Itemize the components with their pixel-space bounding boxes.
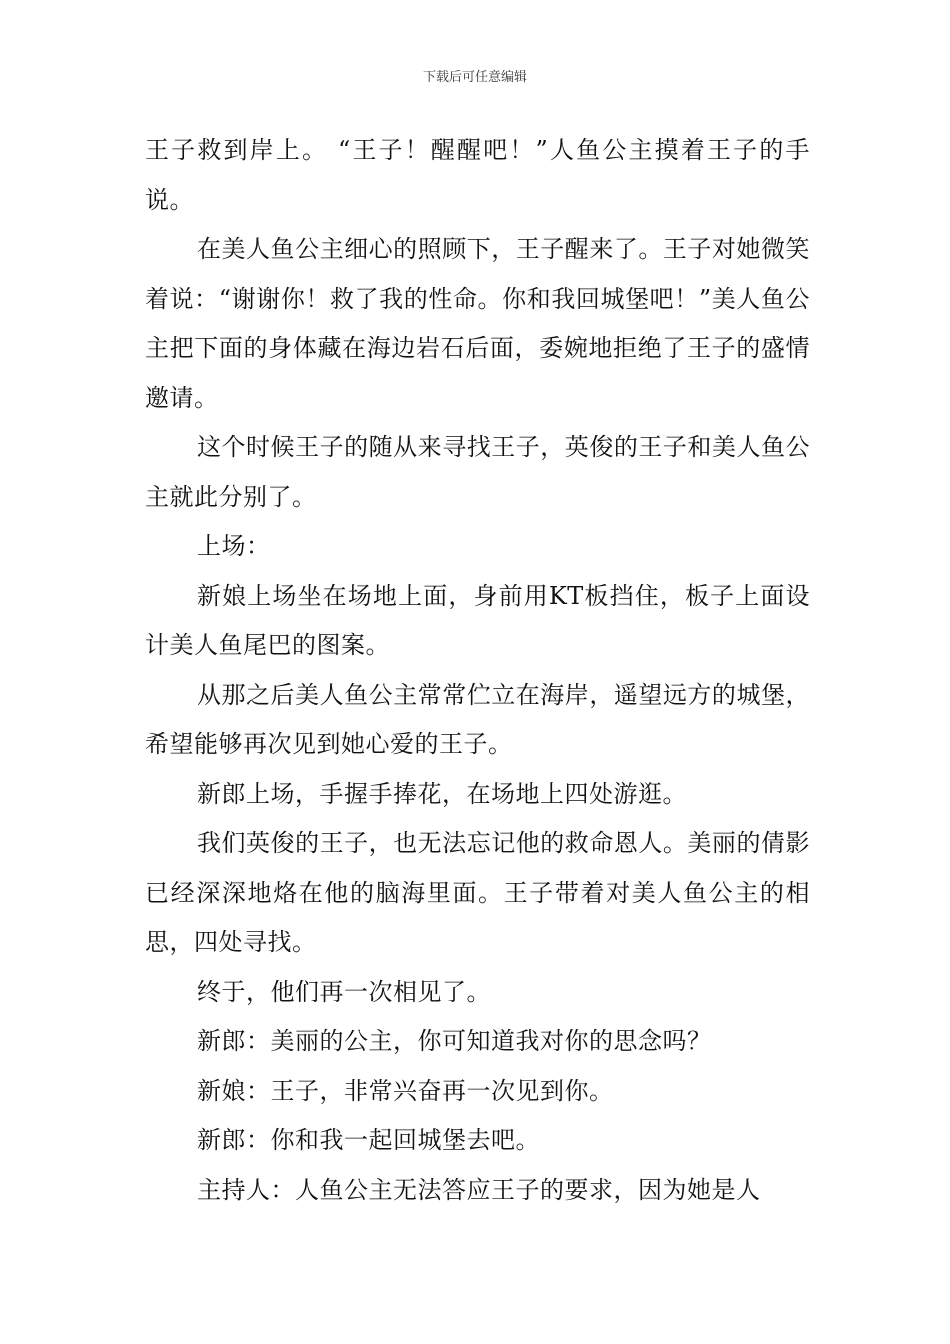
paragraph-11: 新娘：王子，非常兴奋再一次见到你。 bbox=[197, 1076, 614, 1105]
document-body bbox=[145, 126, 810, 1215]
paragraph-7: 新郎上场，手握手捧花，在场地上四处游逛。 bbox=[197, 779, 687, 808]
page-header: 下载后可任意编辑 bbox=[422, 70, 527, 85]
paragraph-8: 我们英俊的王子，也无法忘记他的救命恩人。美丽的倩影已经深深地烙在他的脑海里面。王子带着对美人鱼公主的相思，四处寻找。 bbox=[145, 829, 810, 956]
paragraph-6: 从那之后美人鱼公主常常伫立在海岸，遥望远方的城堡，希望能够再次见到她心爱的王子。 bbox=[145, 680, 810, 758]
paragraph-9: 终于，他们再一次相见了。 bbox=[197, 977, 491, 1006]
paragraph-13: 主持人：人鱼公主无法答应王子的要求，因为她是人 bbox=[197, 1175, 761, 1204]
paragraph-3: 这个时候王子的随从来寻找王子，英俊的王子和美人鱼公主就此分别了。 bbox=[145, 433, 810, 511]
paragraph-4: 上场： bbox=[197, 532, 271, 560]
paragraph-2: 在美人鱼公主细心的照顾下，王子醒来了。王子对她微笑着说：“谢谢你！救了我的性命。你和我回城堡吧！”美人鱼公主把下面的身体藏在海边岩石后面，委婉地拒绝了王子的盛情邀请。 bbox=[145, 235, 810, 412]
paragraph-5: 新娘上场坐在场地上面，身前用KT板挡住，板子上面设计美人鱼尾巴的图案。 bbox=[145, 581, 810, 659]
paragraph-10: 新郎：美丽的公主，你可知道我对你的思念吗？ bbox=[197, 1027, 712, 1055]
paragraph-12: 新郎：你和我一起回城堡去吧。 bbox=[197, 1126, 540, 1154]
paragraph-1: 王子救到岸上。 “王子！醒醒吧！”人鱼公主摸着王子的手说。 bbox=[145, 136, 810, 214]
